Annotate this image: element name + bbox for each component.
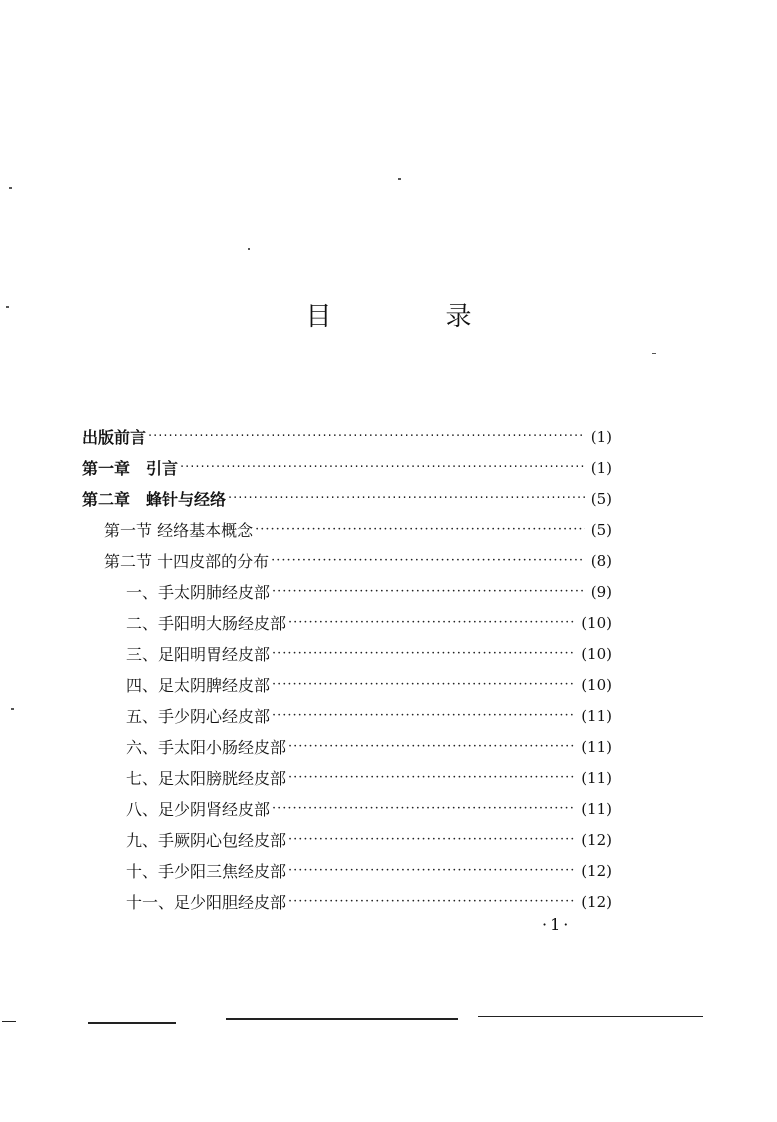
toc-entry-label: 八、足少阴肾经皮部 — [126, 800, 271, 819]
scan-speck — [9, 187, 12, 189]
scan-speck — [398, 178, 401, 180]
toc-entry-section-2[interactable] — [82, 545, 612, 576]
toc-entry-page: (12) — [581, 861, 612, 880]
page-number: ·1· — [542, 915, 572, 934]
dot-leader — [228, 491, 585, 506]
scan-artifact-line — [226, 1018, 458, 1020]
dot-leader — [272, 677, 575, 692]
scan-speck — [11, 708, 14, 710]
toc-entry-page: (1) — [590, 427, 612, 446]
toc-entry-label: 第二章 蜂针与经络 — [82, 490, 227, 509]
toc-entry-label: 十一、足少阳胆经皮部 — [126, 893, 287, 912]
dot-leader — [288, 894, 575, 909]
dot-leader — [288, 832, 575, 847]
dot-leader — [271, 553, 585, 568]
toc-entry-item-10[interactable] — [82, 855, 612, 886]
toc-entry-item-3[interactable] — [82, 638, 612, 669]
toc-entry-page: (10) — [581, 644, 612, 663]
dot-leader — [272, 584, 585, 599]
toc-entry-label: 六、手太阳小肠经皮部 — [126, 738, 287, 757]
toc-entry-preface[interactable] — [82, 421, 612, 452]
toc-entry-page: (11) — [581, 768, 612, 787]
toc-entry-label: 一、手太阴肺经皮部 — [126, 583, 271, 602]
dot-leader — [272, 708, 575, 723]
toc-entry-page: (5) — [590, 489, 612, 508]
toc-entry-page: (11) — [581, 737, 612, 756]
dot-leader — [272, 646, 575, 661]
toc-entry-section-1[interactable] — [82, 514, 612, 545]
dot-leader — [272, 801, 575, 816]
scan-artifact-line — [88, 1022, 176, 1024]
scan-speck — [248, 248, 250, 250]
toc-entry-page: (1) — [590, 458, 612, 477]
toc-entry-label: 四、足太阴脾经皮部 — [126, 676, 271, 695]
page-title: 目 录 — [305, 302, 516, 332]
toc-entry-label: 九、手厥阴心包经皮部 — [126, 831, 287, 850]
toc-entry-item-8[interactable] — [82, 793, 612, 824]
dot-leader — [255, 522, 585, 537]
toc-entry-label: 七、足太阳膀胱经皮部 — [126, 769, 287, 788]
dot-leader — [288, 863, 575, 878]
toc-entry-page: (10) — [581, 613, 612, 632]
toc-entry-page: (11) — [581, 799, 612, 818]
dot-leader — [288, 615, 575, 630]
toc-entry-item-9[interactable] — [82, 824, 612, 855]
toc-entry-label: 二、手阳明大肠经皮部 — [126, 614, 287, 633]
dot-leader — [148, 429, 585, 444]
dot-leader — [288, 739, 575, 754]
toc-entry-label: 三、足阳明胃经皮部 — [126, 645, 271, 664]
toc-entry-chapter-2[interactable] — [82, 483, 612, 514]
toc-entry-item-5[interactable] — [82, 700, 612, 731]
toc-entry-page: (11) — [581, 706, 612, 725]
toc-entry-item-7[interactable] — [82, 762, 612, 793]
toc-entry-item-11[interactable] — [82, 886, 612, 917]
scan-artifact-line — [2, 1021, 16, 1022]
toc-entry-item-6[interactable] — [82, 731, 612, 762]
toc-entry-page: (12) — [581, 830, 612, 849]
toc-entry-chapter-1[interactable] — [82, 452, 612, 483]
toc-entry-label: 十、手少阳三焦经皮部 — [126, 862, 287, 881]
toc-entry-page: (10) — [581, 675, 612, 694]
toc-entry-page: (9) — [590, 582, 612, 601]
table-of-contents — [82, 421, 612, 917]
toc-entry-item-2[interactable] — [82, 607, 612, 638]
toc-entry-label: 第二节 十四皮部的分布 — [104, 552, 270, 571]
toc-entry-item-1[interactable] — [82, 576, 612, 607]
toc-entry-page: (8) — [590, 551, 612, 570]
toc-entry-page: (12) — [581, 892, 612, 911]
dot-leader — [180, 460, 585, 475]
toc-entry-label: 第一章 引言 — [82, 459, 179, 478]
toc-entry-item-4[interactable] — [82, 669, 612, 700]
toc-entry-label: 第一节 经络基本概念 — [104, 521, 254, 540]
toc-entry-label: 出版前言 — [82, 428, 147, 447]
scan-speck — [6, 306, 9, 308]
toc-entry-page: (5) — [590, 520, 612, 539]
scan-speck — [652, 353, 656, 354]
dot-leader — [288, 770, 575, 785]
toc-entry-label: 五、手少阴心经皮部 — [126, 707, 271, 726]
scan-artifact-line — [478, 1016, 703, 1017]
